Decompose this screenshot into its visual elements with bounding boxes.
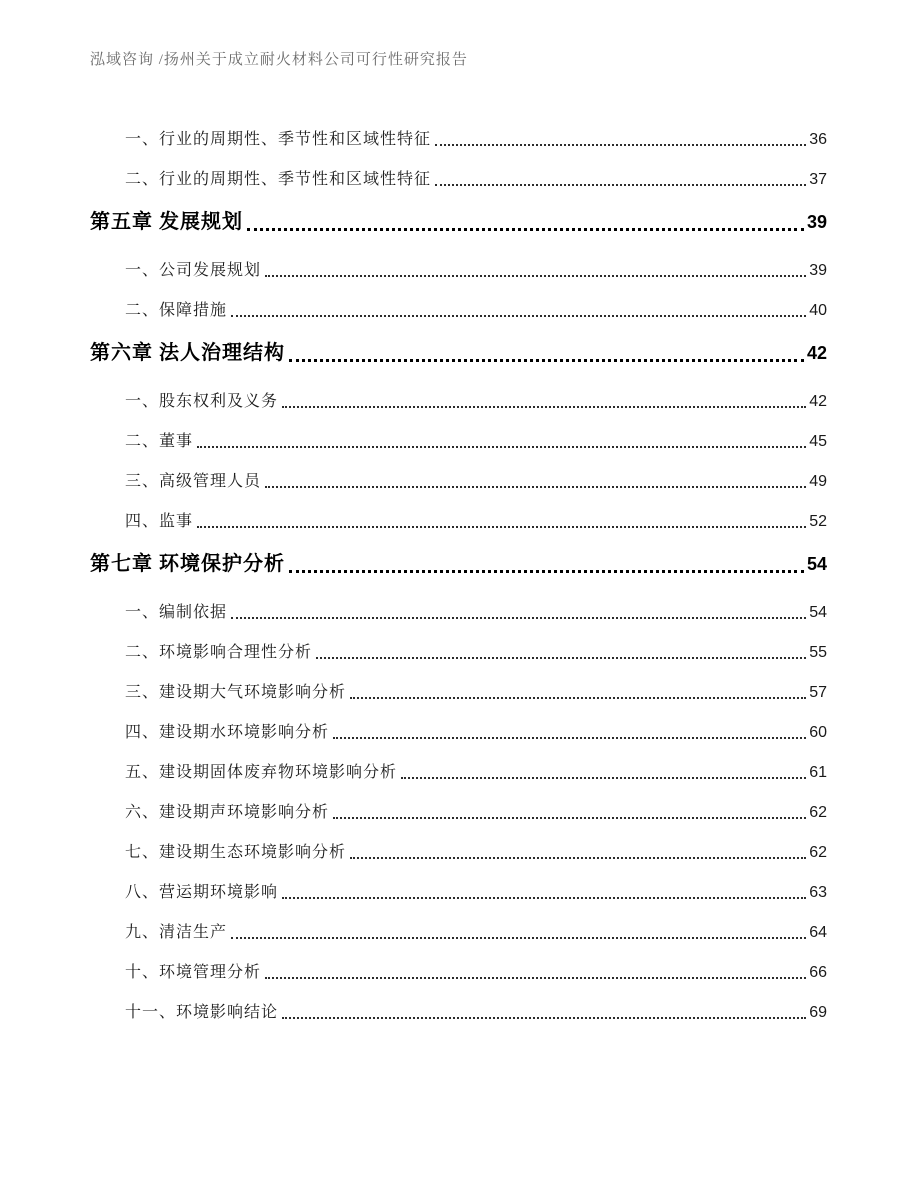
toc-dot-leader [289, 570, 804, 573]
toc-entry-page: 64 [809, 924, 827, 941]
toc-entry-label: 二、行业的周期性、季节性和区域性特征 [125, 171, 432, 188]
toc-entry-label: 十、环境管理分析 [125, 964, 262, 981]
toc-entry-label: 第五章 发展规划 [90, 211, 243, 233]
toc-dot-leader [350, 697, 806, 699]
toc-entry-label: 一、股东权利及义务 [125, 393, 279, 410]
toc-entry-page: 54 [809, 604, 827, 621]
toc-entry-page: 57 [809, 684, 827, 701]
toc-entry-label: 一、编制依据 [125, 604, 228, 621]
toc-entry-label: 二、董事 [125, 433, 194, 450]
toc-entry-label: 二、环境影响合理性分析 [125, 644, 313, 661]
toc-dot-leader [231, 617, 806, 619]
toc-dot-leader [435, 144, 806, 146]
toc-entry[interactable] [90, 510, 827, 533]
toc-entry-label: 六、建设期声环境影响分析 [125, 804, 330, 821]
toc-dot-leader [282, 1017, 806, 1019]
toc-entry-label: 七、建设期生态环境影响分析 [125, 844, 347, 861]
toc-dot-leader [265, 486, 806, 488]
toc-entry-label: 十一、环境影响结论 [125, 1004, 279, 1021]
toc-chapter-entry[interactable] [90, 208, 827, 236]
toc-entry-label: 第七章 环境保护分析 [90, 553, 285, 575]
toc-entry[interactable] [90, 961, 827, 984]
toc-entry-page: 52 [809, 513, 827, 530]
toc-entry-page: 55 [809, 644, 827, 661]
toc-entry-label: 三、建设期大气环境影响分析 [125, 684, 347, 701]
toc-entry-label: 五、建设期固体废弃物环境影响分析 [125, 764, 398, 781]
toc-dot-leader [333, 817, 806, 819]
toc-entry[interactable] [90, 681, 827, 704]
toc-dot-leader [435, 184, 806, 186]
toc-entry-label: 四、建设期水环境影响分析 [125, 724, 330, 741]
toc-entry[interactable] [90, 881, 827, 904]
toc-dot-leader [265, 275, 806, 277]
toc-entry-page: 37 [809, 171, 827, 188]
toc-entry-page: 36 [809, 131, 827, 148]
toc-entry-page: 40 [809, 302, 827, 319]
toc-entry[interactable] [90, 601, 827, 624]
toc-entry[interactable] [90, 168, 827, 191]
toc-entry[interactable] [90, 430, 827, 453]
toc-entry-label: 九、清洁生产 [125, 924, 228, 941]
toc-entry[interactable] [90, 801, 827, 824]
toc-entry-label: 三、高级管理人员 [125, 473, 262, 490]
toc-entry-page: 42 [806, 343, 827, 363]
toc-entry[interactable] [90, 721, 827, 744]
toc-entry-page: 45 [809, 433, 827, 450]
toc-entry[interactable] [90, 390, 827, 413]
toc-dot-leader [247, 228, 804, 231]
toc-entry-page: 42 [809, 393, 827, 410]
toc-entry[interactable] [90, 921, 827, 944]
toc-entry-page: 62 [809, 844, 827, 861]
toc-entry[interactable] [90, 470, 827, 493]
toc-entry-page: 62 [809, 804, 827, 821]
toc-dot-leader [316, 657, 806, 659]
toc-entry[interactable] [90, 761, 827, 784]
toc-dot-leader [231, 937, 806, 939]
toc-dot-leader [197, 526, 806, 528]
toc-dot-leader [282, 406, 806, 408]
toc-entry-page: 69 [809, 1004, 827, 1021]
toc-dot-leader [231, 315, 806, 317]
toc-dot-leader [333, 737, 806, 739]
toc-entry-label: 第六章 法人治理结构 [90, 342, 285, 364]
table-of-contents [90, 128, 827, 1041]
toc-dot-leader [401, 777, 806, 779]
toc-entry-label: 四、监事 [125, 513, 194, 530]
toc-entry[interactable] [90, 841, 827, 864]
toc-entry-page: 39 [806, 212, 827, 232]
toc-entry-label: 一、行业的周期性、季节性和区域性特征 [125, 131, 432, 148]
toc-entry[interactable] [90, 128, 827, 151]
toc-entry-page: 63 [809, 884, 827, 901]
toc-entry-page: 66 [809, 964, 827, 981]
toc-chapter-entry[interactable] [90, 550, 827, 578]
toc-entry-page: 61 [809, 764, 827, 781]
toc-entry[interactable] [90, 641, 827, 664]
toc-dot-leader [289, 359, 804, 362]
toc-chapter-entry[interactable] [90, 339, 827, 367]
document-header: 泓域咨询 /扬州关于成立耐火材料公司可行性研究报告 [90, 52, 468, 68]
toc-entry-label: 一、公司发展规划 [125, 262, 262, 279]
toc-dot-leader [197, 446, 806, 448]
toc-entry-page: 39 [809, 262, 827, 279]
toc-entry[interactable] [90, 299, 827, 322]
toc-entry-label: 二、保障措施 [125, 302, 228, 319]
toc-entry-page: 60 [809, 724, 827, 741]
toc-entry[interactable] [90, 259, 827, 282]
toc-dot-leader [350, 857, 806, 859]
toc-dot-leader [282, 897, 806, 899]
toc-dot-leader [265, 977, 806, 979]
toc-entry[interactable] [90, 1001, 827, 1024]
toc-entry-label: 八、营运期环境影响 [125, 884, 279, 901]
toc-entry-page: 49 [809, 473, 827, 490]
toc-entry-page: 54 [806, 554, 827, 574]
